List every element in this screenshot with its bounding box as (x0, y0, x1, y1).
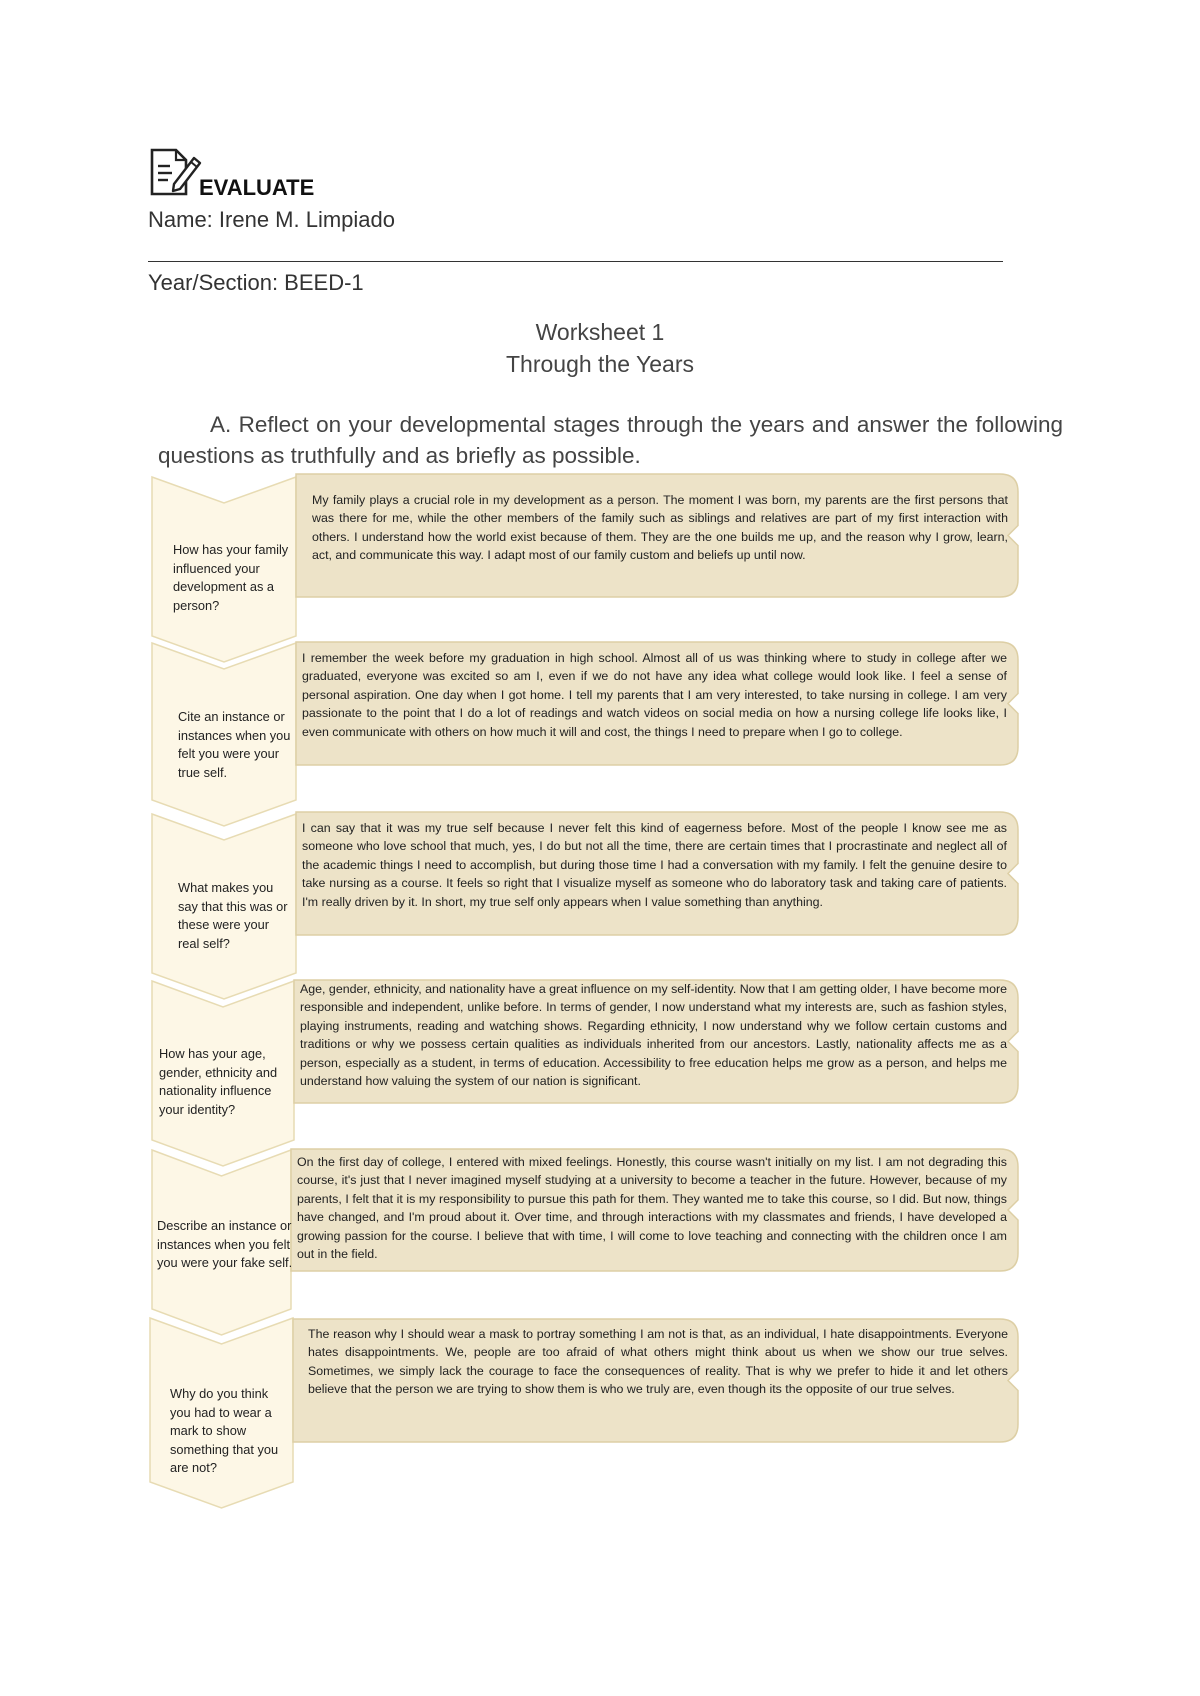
worksheet-title: Worksheet 1 (535, 319, 665, 345)
question-text: How has your family influenced your development as a person? (173, 542, 289, 613)
worksheet-subtitle: Through the Years (506, 351, 694, 377)
question-text: Why do you think you had to wear a mark to show something that you are not? (170, 1386, 279, 1476)
question-text: Cite an instance or instances when you felt you were your true self. (178, 709, 291, 780)
year-section: Year/Section: BEED-1 (148, 270, 364, 295)
question-text: What makes you say that this was or these were your real self? (178, 880, 288, 951)
question-text: Describe an instance or instances when you felt you were your fake self. (157, 1218, 293, 1271)
student-name: Name: Irene M. Limpiado (148, 207, 395, 232)
question-text: How has your age, gender, ethnicity and nationality influence your identity? (159, 1046, 278, 1117)
answer-text: Age, gender, ethnicity, and nationality have a great influence on my self-identity. Now that I am getting older, I have become more responsible and independent, unlike before. In terms of gender, I now understand what my interests are, such as fashion styles, playing instruments, reading and watching shows. Regarding ethnicity, I now understand why we follow certain customs and traditions or why we possess certain qualities as individuals inherited from our ancestors. Lastly, nationality affects me as a person, especially as a student, in terms of education. Accessibility to free education helps me grow as a person, and helps me understand how valuing the system of our nation is significant. (300, 982, 1007, 1089)
section-title: EVALUATE (199, 175, 315, 200)
answer-text: My family plays a crucial role in my development as a person. The moment I was born, my parents are the first persons that was there for me, while the other members of the family such as siblings and relatives are part of my first interaction with others. I understand how the world exist because of them. They are the one builds me up, and the reason why I grow, learn, act, and communicate this way. I adapt most of our family custom and beliefs up until now. (312, 493, 1008, 563)
instruction-text: A. Reflect on your developmental stages through the years and answer the following questions as truthfully and as briefly as possible. (158, 412, 1063, 468)
answer-text: On the first day of college, I entered with mixed feelings. Honestly, this course wasn't initially on my list. I am not degrading this course, it's just that I never imagined myself studying at a university to become a teacher in the future. However, because of my parents, I felt that it is my responsibility to pursue this path for them. They wanted me to take this course, so I did. But now, things have changed, and I'm proud about it. Over time, and through interactions with my classmates and friends, I have developed a growing passion for the course. I believe that with time, I will come to love teaching and connecting with the children once I am out in the field. (297, 1155, 1007, 1262)
answer-text: The reason why I should wear a mask to portray something I am not is that, as an individual, I hate disappointments. Everyone hates disappointments. We, people are too afraid of what others might think about us when we show our true selves. Sometimes, we simply lack the courage to face the consequences of reality. That is why we prefer to hide it and let others believe that the person we are trying to show them is who we truly are, even though its the opposite of our true selves. (308, 1327, 1008, 1397)
answer-text: I can say that it was my true self because I never felt this kind of eagerness before. Most of the people I know see me as someone who love school that much, yes, I do but not all the time, there are certain times that I procrastinate and neglect all of the academic things I need to accomplish, but during those time I had a conversation with my family. I felt the genuine desire to take nursing as a course. It feels so right that I visualize myself as someone who do laboratory task and taking care of patients. I'm really driven by it. In short, my true self only appears when I value something than anything. (302, 821, 1007, 909)
answer-text: I remember the week before my graduation in high school. Almost all of us was thinking where to study in college after we graduated, everyone was excited so am I, even if we do not have any idea what college would look like. I feel a sense of personal aspiration. One day when I got home. I tell my parents that I am very interested, to take nursing in college. I am very passionate to the point that I do a lot of readings and watch videos on social media on how a nursing college life looks like, I even communicate with others on how much it will and cost, the things I need to prepare when I go to college. (302, 651, 1007, 739)
